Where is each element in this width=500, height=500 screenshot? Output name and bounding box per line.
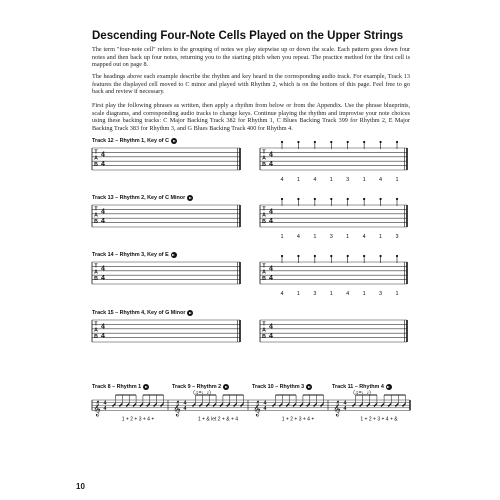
finger-number: 1 bbox=[395, 291, 399, 297]
swing-marking: (♫=♩♪) bbox=[353, 390, 371, 396]
time-signature-bottom: 4 bbox=[269, 161, 273, 168]
time-signature-top: 4 bbox=[101, 323, 105, 331]
tab-clef-letter: B bbox=[94, 218, 98, 225]
tab-clef-letter: T bbox=[262, 263, 266, 270]
finger-number: 4 bbox=[313, 177, 317, 183]
time-signature-bottom: 4 bbox=[103, 406, 107, 412]
tab-clef-letter: B bbox=[94, 161, 98, 168]
tab-clef-letter: T bbox=[262, 321, 266, 328]
time-signature-bottom: 4 bbox=[101, 218, 105, 225]
finger-number: 3 bbox=[313, 291, 317, 297]
page-number: 10 bbox=[76, 482, 85, 491]
note-dot bbox=[396, 255, 398, 257]
finger-number: 4 bbox=[346, 291, 350, 297]
paragraph-intro: The term "four-note cell" refers to the grouping of notes we play stepwise up or down the scale. Each pattern goes down four notes and then back up four notes, returning you to the starting pitch when you repeat. The practice method for the first cell is mapped out on page 8. bbox=[92, 46, 410, 69]
note-dot bbox=[314, 255, 316, 257]
time-signature-top: 4 bbox=[269, 208, 273, 216]
rhythm-count: 1 + 2 + 3 + 4 + bbox=[281, 416, 315, 423]
note-dot bbox=[396, 198, 398, 200]
time-signature-top: 4 bbox=[183, 400, 187, 407]
time-signature-bottom: 4 bbox=[269, 218, 273, 225]
tab-clef-letter: T bbox=[94, 206, 98, 213]
time-signature-top: 4 bbox=[269, 323, 273, 331]
note-dot bbox=[363, 255, 365, 257]
tab-clef-letter: A bbox=[94, 212, 98, 219]
note-dot bbox=[330, 198, 332, 200]
tab-clef-letter: A bbox=[262, 327, 266, 334]
finger-number: 1 bbox=[329, 291, 333, 297]
finger-number: 4 bbox=[362, 234, 366, 240]
note-dot bbox=[363, 198, 365, 200]
tab-clef-letter: T bbox=[262, 206, 266, 213]
rhythm-label-3[interactable]: Track 10 – Rhythm 3 bbox=[252, 384, 312, 390]
page-title: Descending Four-Note Cells Played on the Upper Strings bbox=[92, 30, 404, 42]
finger-number: 1 bbox=[329, 177, 333, 183]
note-dot bbox=[330, 141, 332, 143]
tab-clef-letter: A bbox=[94, 269, 98, 276]
finger-number: 1 bbox=[379, 234, 383, 240]
finger-number: 1 bbox=[313, 234, 317, 240]
note-dot bbox=[281, 198, 283, 200]
finger-number: 4 bbox=[280, 177, 284, 183]
finger-number: 1 bbox=[346, 234, 350, 240]
treble-clef-icon: 𝄞 bbox=[173, 400, 181, 416]
note-dot bbox=[297, 255, 299, 257]
tab-clef-letter: A bbox=[262, 212, 266, 219]
time-signature-top: 4 bbox=[263, 400, 267, 407]
tab-clef-letter: B bbox=[262, 333, 266, 340]
note-dot bbox=[314, 198, 316, 200]
rhythm-count: 1 + 2 + 3 + 4 + & bbox=[360, 416, 398, 423]
rhythm-count: 1 + & let 2 + & + 4 bbox=[197, 416, 239, 423]
tab-clef-letter: A bbox=[262, 155, 266, 162]
time-signature-top: 4 bbox=[101, 151, 105, 159]
tab-clef-letter: B bbox=[94, 275, 98, 282]
finger-number: 4 bbox=[280, 291, 284, 297]
time-signature-top: 4 bbox=[101, 265, 105, 273]
note-dot bbox=[396, 141, 398, 143]
note-dot bbox=[379, 198, 381, 200]
time-signature-top: 4 bbox=[343, 400, 347, 407]
treble-clef-icon: 𝄞 bbox=[93, 400, 101, 416]
time-signature-bottom: 4 bbox=[263, 406, 267, 412]
paragraph-headings: The headings above each example describe the rhythm and key heard in the corresponding audio track. For example, Track 13 features the displayed cell moved to C minor and played with Rhythm 2, which is on the bottom of this page. Feel free to go back and review if necessary. bbox=[92, 73, 410, 96]
note-dot bbox=[379, 255, 381, 257]
time-signature-bottom: 4 bbox=[101, 275, 105, 282]
note-dot bbox=[297, 198, 299, 200]
track-label-14[interactable]: Track 14 – Rhythm 3, Key of E bbox=[92, 252, 177, 258]
time-signature-top: 4 bbox=[103, 400, 107, 407]
note-dot bbox=[297, 141, 299, 143]
rhythm-label-2[interactable]: Track 9 – Rhythm 2 bbox=[172, 384, 229, 390]
note-dot bbox=[347, 141, 349, 143]
finger-number: 3 bbox=[379, 291, 383, 297]
finger-number: 4 bbox=[379, 177, 383, 183]
rhythm-label-1[interactable]: Track 8 – Rhythm 1 bbox=[92, 384, 149, 390]
rhythm-count: 1 + 2 + 3 + 4 + bbox=[121, 416, 155, 423]
time-signature-bottom: 4 bbox=[183, 406, 187, 412]
time-signature-bottom: 4 bbox=[101, 333, 105, 340]
time-signature-bottom: 4 bbox=[269, 275, 273, 282]
tab-clef-letter: A bbox=[94, 327, 98, 334]
time-signature-bottom: 4 bbox=[269, 333, 273, 340]
finger-number: 1 bbox=[296, 291, 300, 297]
finger-number: 4 bbox=[296, 234, 300, 240]
tab-clef-letter: B bbox=[262, 218, 266, 225]
finger-number: 1 bbox=[280, 234, 284, 240]
finger-number: 1 bbox=[395, 177, 399, 183]
tab-clef-letter: B bbox=[94, 333, 98, 340]
finger-number: 3 bbox=[395, 234, 399, 240]
finger-number: 1 bbox=[296, 177, 300, 183]
note-dot bbox=[314, 141, 316, 143]
note-dot bbox=[281, 141, 283, 143]
finger-number: 3 bbox=[346, 177, 350, 183]
treble-clef-icon: 𝄞 bbox=[333, 400, 341, 416]
note-dot bbox=[363, 141, 365, 143]
tab-clef-letter: T bbox=[94, 149, 98, 156]
tab-clef-letter: A bbox=[94, 155, 98, 162]
time-signature-bottom: 4 bbox=[343, 406, 347, 412]
time-signature-top: 4 bbox=[269, 151, 273, 159]
tab-clef-letter: B bbox=[262, 275, 266, 282]
tab-clef-letter: T bbox=[262, 149, 266, 156]
treble-clef-icon: 𝄞 bbox=[253, 400, 261, 416]
finger-number: 1 bbox=[362, 177, 366, 183]
tab-clef-letter: B bbox=[262, 161, 266, 168]
rhythm-label-4[interactable]: Track 11 – Rhythm 4 bbox=[332, 384, 392, 390]
note-dot bbox=[347, 198, 349, 200]
note-dot bbox=[379, 141, 381, 143]
time-signature-bottom: 4 bbox=[101, 161, 105, 168]
track-label-13[interactable]: Track 13 – Rhythm 2, Key of C Minor bbox=[92, 195, 193, 201]
finger-number: 3 bbox=[329, 234, 333, 240]
tab-clef-letter: T bbox=[94, 263, 98, 270]
finger-number: 1 bbox=[362, 291, 366, 297]
track-label-15[interactable]: Track 15 – Rhythm 4, Key of G Minor bbox=[92, 310, 193, 316]
track-label-12[interactable]: Track 12 – Rhythm 1, Key of C bbox=[92, 138, 177, 144]
time-signature-top: 4 bbox=[269, 265, 273, 273]
tab-clef-letter: T bbox=[94, 321, 98, 328]
tab-clef-letter: A bbox=[262, 269, 266, 276]
note-dot bbox=[281, 255, 283, 257]
time-signature-top: 4 bbox=[101, 208, 105, 216]
note-dot bbox=[330, 255, 332, 257]
swing-marking: (♫=♩♪) bbox=[193, 390, 211, 396]
paragraph-practice: First play the following phrases as written, then apply a rhythm from below or from the Appendix. Use the phrase blueprints, scale diagrams, and corresponding audio tracks to change keys. Continue playing the rhythm and improvise your note choices using these backing tracks: C Major Backing Track 382 for Rhythm 1, C Blues Backing Track 399 for Rhythm 2, E Major Backing Track 383 for Rhythm 3, and G Blues Backing Track 400 for Rhythm 4. bbox=[92, 102, 410, 132]
note-dot bbox=[347, 255, 349, 257]
